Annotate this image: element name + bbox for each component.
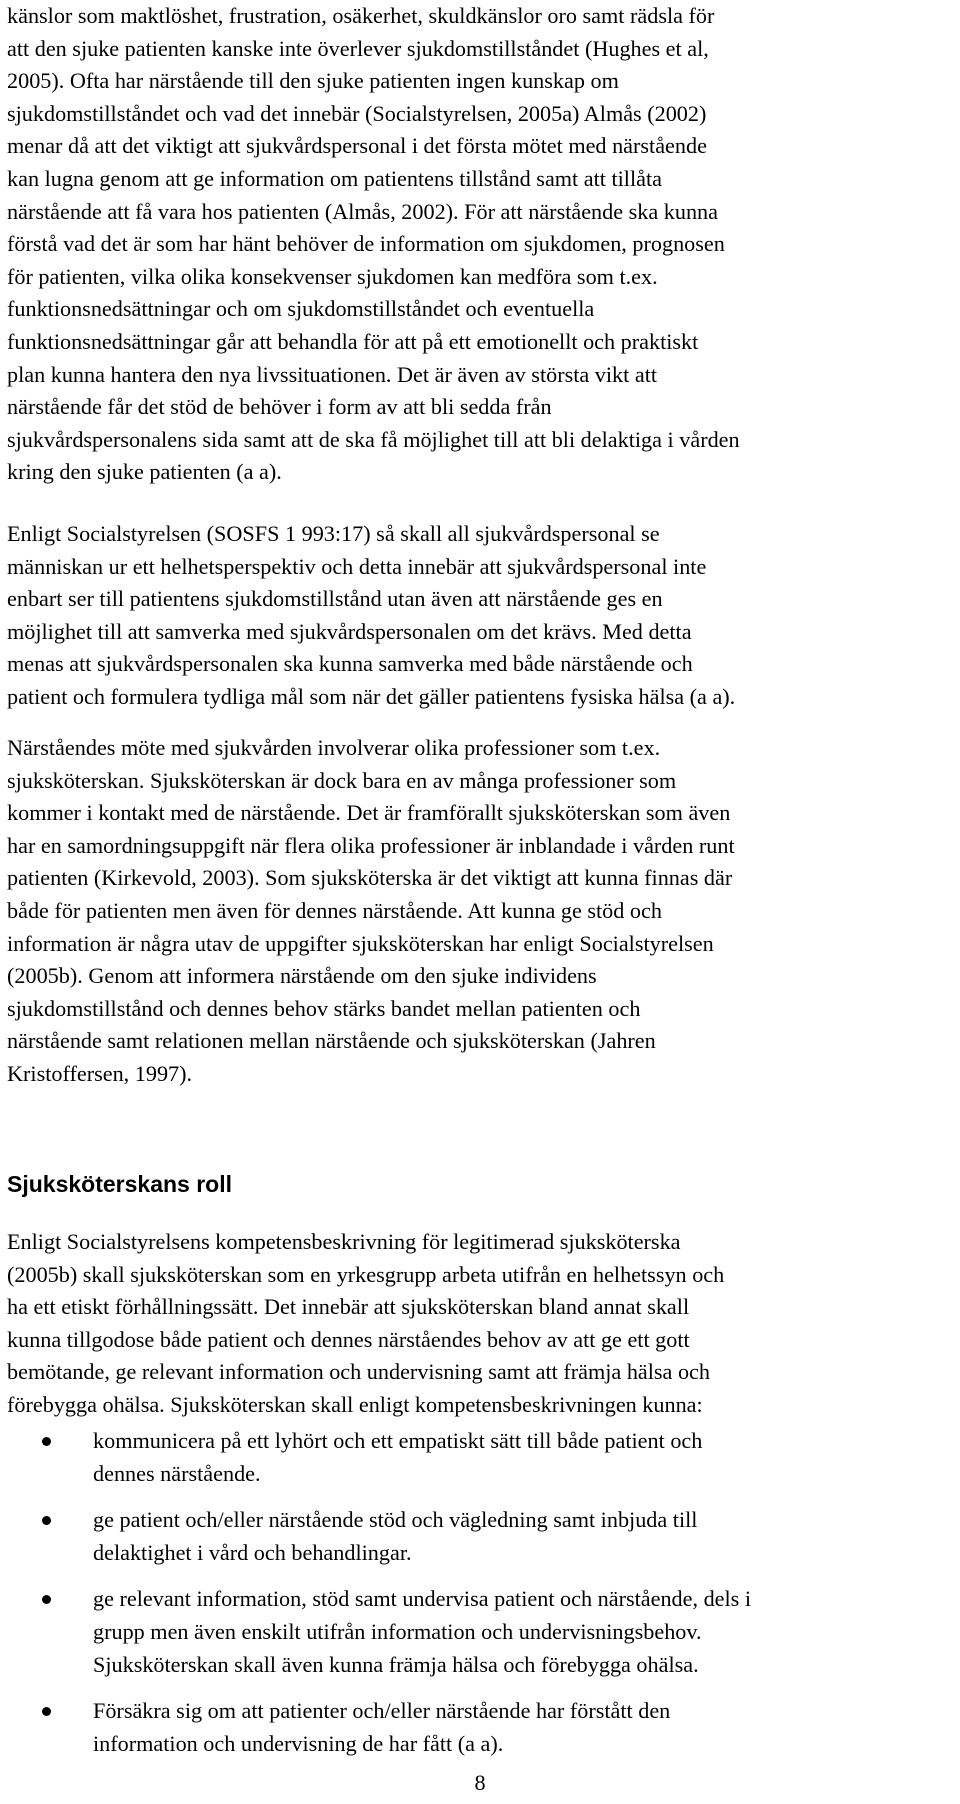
text-line: Enligt Socialstyrelsens kompetensbeskrivning för legitimerad sjuksköterska (7, 1229, 681, 1254)
text-line: sjukdomstillståndet och vad det innebär (Socialstyrelsen, 2005a) Almås (2002) (7, 100, 707, 126)
text-line: (2005b) skall sjuksköterskan som en yrkesgrupp arbeta utifrån en helhetssyn och (7, 1261, 725, 1287)
paragraph-4 (7, 1226, 724, 1422)
text-line: 2005). Ofta har närstående till den sjuke patienten ingen kunskap om (7, 68, 619, 94)
text-line: kring den sjuke patienten (a a). (7, 459, 282, 485)
text-line: människan ur ett helhetsperspektiv och detta innebär att sjukvårdspersonal inte (7, 553, 707, 579)
text-line: patient och formulera tydliga mål som när det gäller patientens fysiska hälsa (a a). (7, 683, 736, 709)
text-line: sjukdomstillstånd och dennes behov stärks bandet mellan patienten och (7, 995, 641, 1021)
list-item (7, 1425, 751, 1490)
text-line: kommer i kontakt med de närstående. Det är framförallt sjuksköterskan som även (7, 800, 731, 826)
text-line: menar då att det viktigt att sjukvårdspersonal i det första mötet med närstående (7, 133, 707, 159)
text-line: Försäkra sig om att patienter och/eller närstående har förstått den (93, 1698, 671, 1724)
text-line: sjuksköterskan. Sjuksköterskan är dock bara en av många professioner som (7, 767, 677, 793)
text-line: (2005b). Genom att informera närstående om den sjuke individens (7, 963, 597, 989)
text-line: Sjuksköterskan skall även kunna främja hälsa och förebygga ohälsa. (93, 1651, 699, 1677)
text-line: funktionsnedsättningar och om sjukdomstillståndet och eventuella (7, 296, 595, 322)
text-line: förebygga ohälsa. Sjuksköterskan skall enligt kompetensbeskrivningen kunna: (7, 1391, 703, 1417)
paragraph-3 (7, 732, 735, 1091)
text-line: ha ett etiskt förhållningssätt. Det innebär att sjuksköterskan bland annat skall (7, 1294, 690, 1320)
text-line: information är några utav de uppgifter sjuksköterskan har enligt Socialstyrelsen (7, 930, 714, 956)
text-line: information och undervisning de har fått (a a). (93, 1730, 504, 1756)
text-line: enbart ser till patientens sjukdomstillstånd utan även att närstående ges en (7, 586, 663, 612)
text-line: både för patienten men även för dennes närstående. Att kunna ge stöd och (7, 897, 662, 923)
section-heading: Sjuksköterskans roll (7, 1171, 232, 1197)
text-line: ge patient och/eller närstående stöd och vägledning samt inbjuda till (93, 1507, 698, 1533)
text-line: möjlighet till att samverka med sjukvårdspersonalen om det krävs. Med detta (7, 618, 692, 644)
bullet-icon (42, 1437, 51, 1446)
text-line: menas att sjukvårdspersonalen ska kunna samverka med både närstående och (7, 651, 693, 677)
text-line: Enligt Socialstyrelsen (SOSFS 1 993:17) så skall all sjukvårdspersonal se (7, 521, 660, 546)
text-line: grupp men även enskilt utifrån information och undervisningsbehov. (93, 1618, 702, 1644)
text-line: att den sjuke patienten kanske inte överlever sjukdomstillståndet (Hughes et al, (7, 35, 709, 61)
list-item (7, 1504, 751, 1569)
text-line: närstående samt relationen mellan närstående och sjuksköterskan (Jahren (7, 1028, 656, 1054)
text-line: sjukvårdspersonalens sida samt att de ska få möjlighet till att bli delaktiga i vården (7, 426, 740, 452)
text-line: känslor som maktlöshet, frustration, osäkerhet, skuldkänslor oro samt rädsla för (7, 3, 715, 28)
text-line: kommunicera på ett lyhört och ett empatiskt sätt till både patient och (93, 1428, 703, 1453)
text-line: bemötande, ge relevant information och undervisning samt att främja hälsa och (7, 1359, 710, 1385)
page-number: 8 (474, 1770, 486, 1795)
text-line: kan lugna genom att ge information om patientens tillstånd samt att tillåta (7, 165, 662, 191)
bullet-icon (42, 1707, 51, 1716)
text-line: Närståendes möte med sjukvården involverar olika professioner som t.ex. (7, 735, 661, 760)
text-line: närstående får det stöd de behöver i form av att bli sedda från (7, 394, 552, 420)
text-line: Kristoffersen, 1997). (7, 1060, 193, 1086)
text-line: för patienten, vilka olika konsekvenser sjukdomen kan medföra som t.ex. (7, 263, 658, 289)
text-line: kunna tillgodose både patient och dennes närståendes behov av att ge ett gott (7, 1326, 690, 1352)
list-item (7, 1695, 751, 1760)
text-line: plan kunna hantera den nya livssituationen. Det är även av största vikt att (7, 361, 658, 387)
bullet-list (7, 1425, 751, 1760)
text-line: har en samordningsuppgift när flera olika professioner är inblandade i vården runt (7, 832, 735, 858)
text-line: dennes närstående. (93, 1460, 261, 1486)
text-line: patienten (Kirkevold, 2003). Som sjuksköterska är det viktigt att kunna finnas där (7, 865, 733, 891)
bullet-icon (42, 1595, 51, 1604)
list-item (7, 1583, 751, 1681)
text-line: förstå vad det är som har hänt behöver de information om sjukdomen, prognosen (7, 231, 725, 257)
text-line: delaktighet i vård och behandlingar. (93, 1539, 412, 1565)
text-line: funktionsnedsättningar går att behandla för att på ett emotionellt och praktiskt (7, 328, 699, 354)
paragraph-1 (7, 0, 740, 489)
text-line: ge relevant information, stöd samt undervisa patient och närstående, dels i (93, 1586, 752, 1612)
paragraph-2 (7, 518, 735, 714)
text-line: närstående att få vara hos patienten (Almås, 2002). För att närstående ska kunna (7, 198, 718, 224)
bullet-icon (42, 1516, 51, 1525)
